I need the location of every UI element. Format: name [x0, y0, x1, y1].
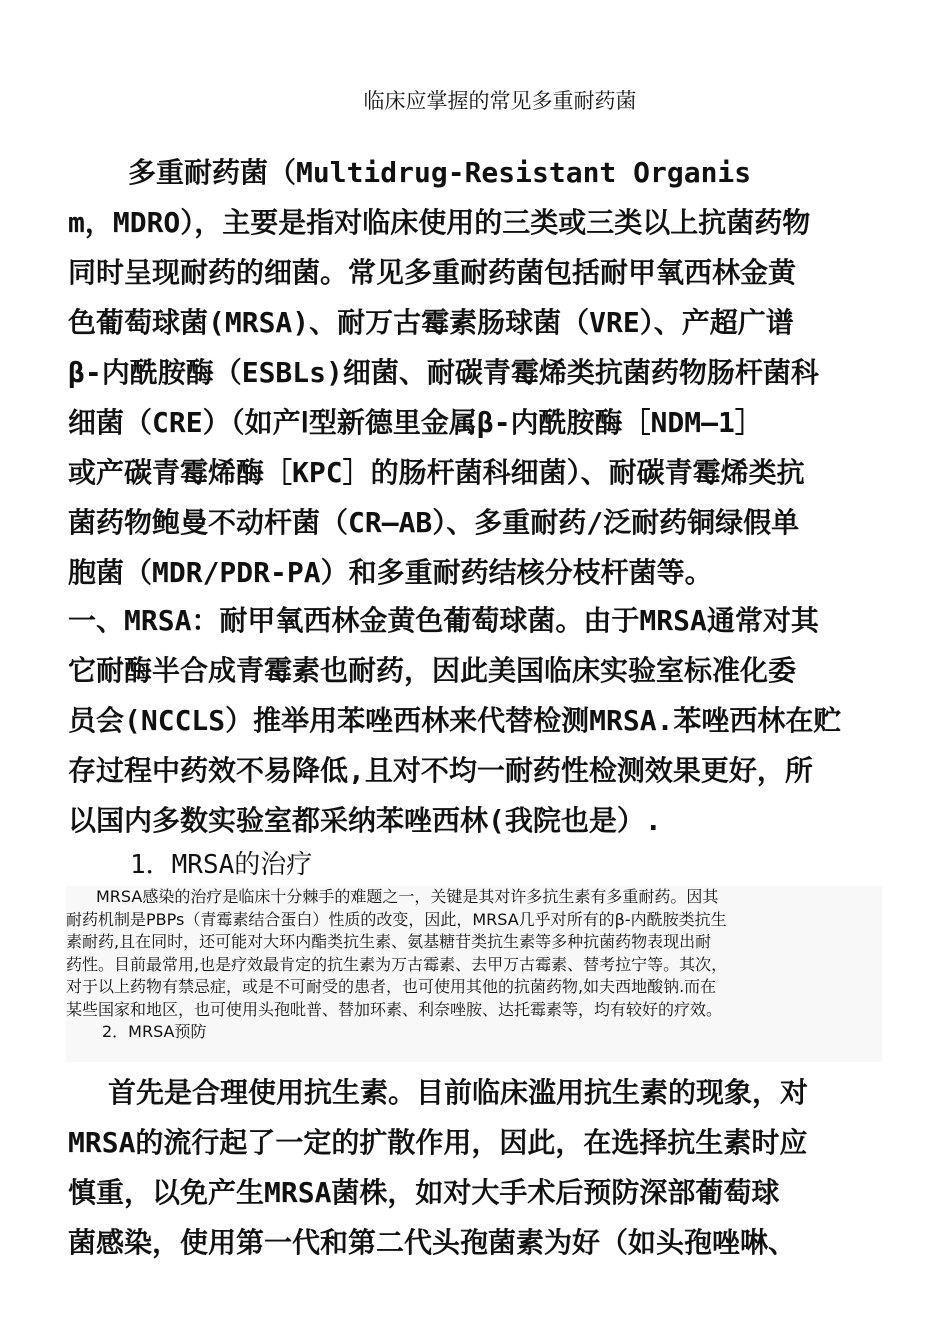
treatment-heading: 1．MRSA的治疗: [130, 850, 313, 880]
intro-line: 胞菌（MDR/PDR-PA）和多重耐药结核分枝杆菌等。: [68, 556, 713, 589]
intro-line: 多重耐药菌（Multidrug-Resistant Organis: [128, 156, 752, 189]
section-line: 存过程中药效不易降低,且对不均一耐药性检测效果更好，所: [68, 754, 813, 787]
prevention-line: 慎重，以免产生MRSA菌株，如对大手术后预防深部葡萄球: [68, 1176, 780, 1209]
treatment-line: 药性。目前最常用,也是疗效最肯定的抗生素为万古霉素、去甲万古霉素、替考拉宁等。其次，: [66, 954, 728, 974]
section-line: 它耐酶半合成青霉素也耐药，因此美国临床实验室标准化委: [68, 654, 797, 687]
prevention-heading: 2．MRSA预防: [102, 1022, 207, 1041]
prevention-line: 首先是合理使用抗生素。目前临床滥用抗生素的现象，对: [108, 1076, 809, 1109]
intro-line: 同时呈现耐药的细菌。常见多重耐药菌包括耐甲氧西林金黄: [68, 256, 797, 289]
section-line: 以国内多数实验室都采纳苯唑西林(我院也是）.: [68, 804, 662, 837]
section-line: 员会(NCCLS）推举用苯唑西林来代替检测MRSA.苯唑西林在贮: [68, 704, 842, 737]
intro-line: m，MDRO），主要是指对临床使用的三类或三类以上抗菌药物: [68, 206, 811, 239]
treatment-line: 耐药机制是PBPs（青霉素结合蛋白）性质的改变，因此，MRSA几乎对所有的β-内酰胺类抗生: [66, 909, 727, 929]
document-title: 临床应掌握的常见多重耐药菌: [363, 89, 637, 113]
section-line: 一、MRSA：耐甲氧西林金黄色葡萄球菌。由于MRSA通常对其: [68, 604, 819, 637]
intro-line: 细菌（CRE）（如产Ⅰ型新德里金属β-内酰胺酶［NDM—1］: [68, 406, 763, 439]
intro-line: 色葡萄球菌(MRSA)、耐万古霉素肠球菌（VRE）、产超广谱: [68, 306, 794, 339]
treatment-line: 素耐药,且在同时，还可能对大环内酯类抗生素、氨基糖苷类抗生素等多种抗菌药物表现出耐: [66, 932, 712, 951]
prevention-paragraph: [68, 1068, 888, 1268]
intro-line: 或产碳青霉烯酶［KPC］的肠杆菌科细菌）、耐碳青霉烯类抗: [68, 456, 805, 489]
intro-line: β-内酰胺酶（ESBLs)细菌、耐碳青霉烯类抗菌药物肠杆菌科: [68, 356, 819, 389]
treatment-line: MRSA感染的治疗是临床十分棘手的难题之一，关键是其对许多抗生素有多重耐药。因其: [96, 887, 719, 906]
treatment-line: 对于以上药物有禁忌症，或是不可耐受的患者，也可使用其他的抗菌药物,如夫西地酸钠.而在: [66, 977, 717, 996]
prevention-line: 菌感染，使用第一代和第二代头孢菌素为好（如头孢唑啉、: [68, 1226, 797, 1259]
prevention-line: MRSA的流行起了一定的扩散作用，因此，在选择抗生素时应: [68, 1126, 808, 1159]
section-mrsa-paragraph: [68, 596, 888, 846]
treatment-line: 某些国家和地区，也可使用头孢吡普、替加环素、利奈唑胺、达托霉素等，均有较好的疗效。: [66, 999, 723, 1019]
intro-line: 菌药物鲍曼不动杆菌（CR—AB）、多重耐药/泛耐药铜绿假单: [68, 506, 800, 539]
treatment-text-block: [66, 886, 882, 1062]
intro-paragraph: [68, 148, 888, 598]
